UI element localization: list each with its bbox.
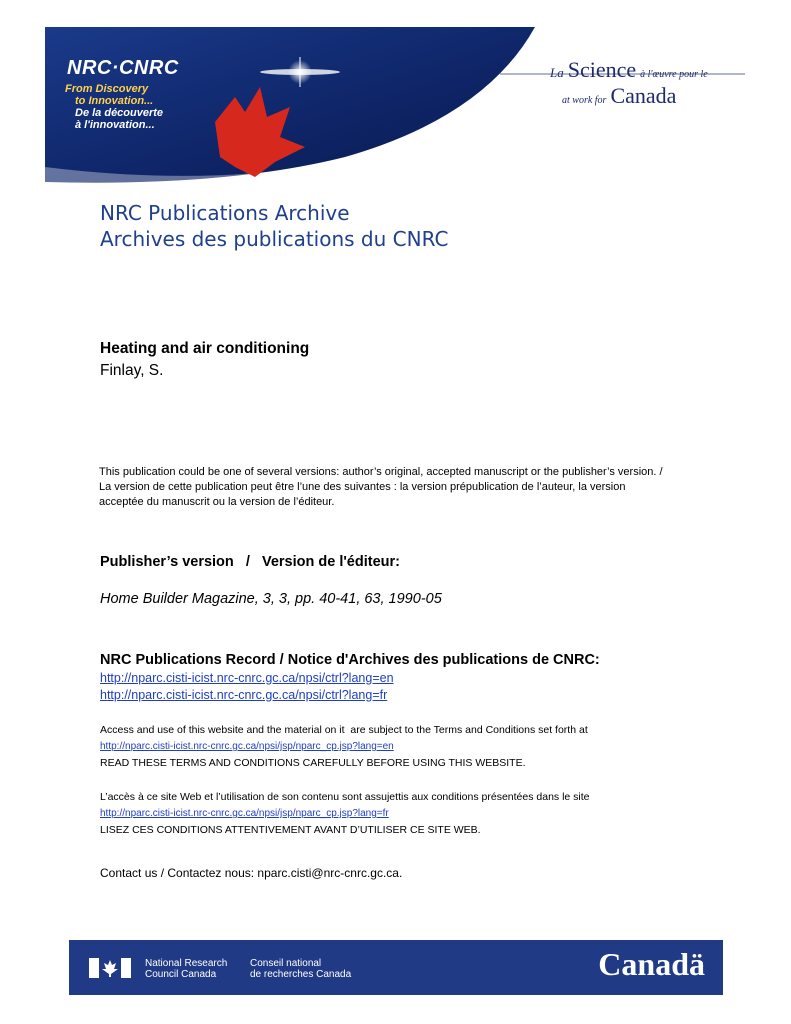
canada-wordmark: Canadä <box>598 946 705 982</box>
nrc-logo: NRC·CNRC <box>67 57 179 79</box>
science-en: at work for <box>562 95 607 106</box>
versions-note-line: acceptée du manuscrit ou la version de l’éditeur. <box>99 496 335 508</box>
header-banner <box>45 27 745 187</box>
science-tagline <box>550 57 708 109</box>
footer-fr <box>250 958 351 980</box>
slogan-line: From Discovery <box>65 83 149 95</box>
footer-en-line: Council Canada <box>145 969 217 980</box>
science-word: Science <box>567 57 637 82</box>
slogan-line: to Innovation... <box>75 95 154 107</box>
footer-fr-line: Conseil national <box>250 958 322 969</box>
versions-note-line: This publication could be one of several versions: author’s original, accepted manuscript or the publisher’s version. / <box>99 466 663 478</box>
versions-note <box>99 465 719 510</box>
slogan <box>65 83 163 131</box>
terms-warning-en: READ THESE TERMS AND CONDITIONS CAREFULLY BEFORE USING THIS WEBSITE. <box>100 757 526 769</box>
science-canada: Canada <box>610 83 677 108</box>
footer-bar <box>69 940 723 995</box>
record-link-en[interactable]: http://nparc.cisti-icist.nrc-cnrc.gc.ca/npsi/ctrl?lang=en <box>100 671 394 685</box>
terms-text-en: Access and use of this website and the material on it are subject to the Terms and Conditions set forth at <box>100 724 588 736</box>
science-fr: à l'œuvre pour le <box>640 69 708 80</box>
terms-link-fr[interactable]: http://nparc.cisti-icist.nrc-cnrc.gc.ca/npsi/jsp/nparc_cp.jsp?lang=fr <box>100 808 389 819</box>
record-link-fr[interactable]: http://nparc.cisti-icist.nrc-cnrc.gc.ca/npsi/ctrl?lang=fr <box>100 688 388 702</box>
science-la: La <box>550 65 564 80</box>
terms-link-en[interactable]: http://nparc.cisti-icist.nrc-cnrc.gc.ca/npsi/jsp/nparc_cp.jsp?lang=en <box>100 741 394 752</box>
slogan-line: De la découverte <box>75 107 164 119</box>
footer-en <box>145 958 227 980</box>
footer-fr-line: de recherches Canada <box>250 969 352 980</box>
footer-en-line: National Research <box>145 958 228 969</box>
publisher-version-heading: Publisher’s version / Version de l'éditeur: <box>100 554 400 570</box>
terms-warning-fr: LISEZ CES CONDITIONS ATTENTIVEMENT AVANT D’UTILISER CE SITE WEB. <box>100 824 481 836</box>
publication-title: Heating and air conditioning <box>100 340 310 357</box>
archive-title-en: NRC Publications Archive <box>100 201 350 225</box>
citation: Home Builder Magazine, 3, 3, pp. 40-41, 63, 1990-05 <box>100 591 442 607</box>
archive-title-fr: Archives des publications du CNRC <box>100 227 449 251</box>
contact-line: Contact us / Contactez nous: nparc.cisti@nrc-cnrc.gc.ca. <box>100 866 403 880</box>
versions-note-line: La version de cette publication peut être l’une des suivantes : la version prépublication de l’auteur, la version <box>99 481 626 493</box>
record-heading: NRC Publications Record / Notice d'Archives des publications de CNRC: <box>100 652 600 668</box>
terms-text-fr: L’accès à ce site Web et l’utilisation de son contenu sont assujettis aux conditions présentées dans le site <box>100 791 590 803</box>
publication-author: Finlay, S. <box>100 362 164 379</box>
canada-flag-icon <box>89 958 131 978</box>
slogan-line: à l'innovation... <box>75 119 155 131</box>
archive-title <box>100 200 448 252</box>
